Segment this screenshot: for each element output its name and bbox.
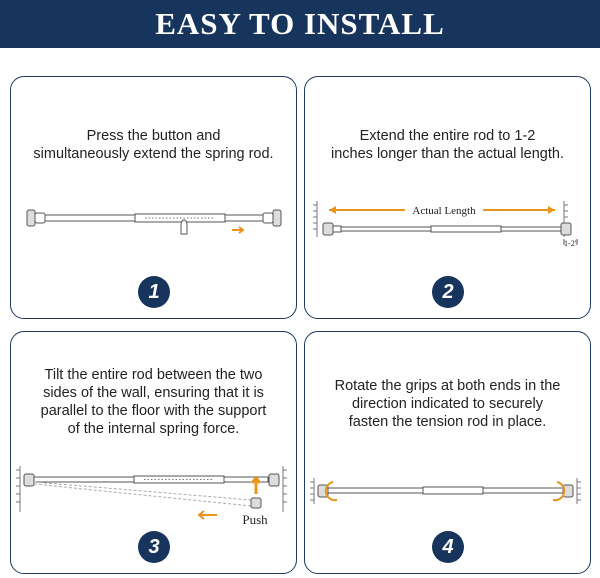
rod-tilt-illustration <box>11 460 298 530</box>
step-card-1 <box>10 76 297 319</box>
hand-icon <box>181 220 187 234</box>
step-card-4 <box>304 331 591 574</box>
arrow-left-icon <box>199 511 217 519</box>
step-1-instruction: Press the button and simultaneously extend the spring rod. <box>33 128 274 162</box>
step-number-badge: 4 <box>432 531 464 563</box>
step-card-3 <box>10 331 297 574</box>
rod-press-illustration <box>11 202 298 242</box>
step-2-instruction: Extend the entire rod to 1-2 inches longer than the actual length. <box>331 128 564 162</box>
step-3-instruction: Tilt the entire rod between the two sides of the wall, ensuring that it is parallel to the floor with the support of the internal spring force. <box>40 367 267 437</box>
push-label: Push <box>242 512 268 527</box>
step-number-badge: 1 <box>138 276 170 308</box>
arrow-right-icon <box>232 227 243 233</box>
page-title: EASY TO INSTALL <box>155 6 445 41</box>
rod-rotate-illustration <box>305 472 592 512</box>
step-number-badge: 2 <box>432 276 464 308</box>
rod-extend-illustration <box>305 195 592 255</box>
arrow-up-icon <box>252 478 260 494</box>
offset-label: 1-2" <box>564 239 578 248</box>
actual-length-label: Actual Length <box>412 205 476 217</box>
step-number-badge: 3 <box>138 531 170 563</box>
step-4-instruction: Rotate the grips at both ends in the direction indicated to securely fasten the tension rod in place. <box>334 378 561 430</box>
header-banner <box>0 0 600 48</box>
step-card-2 <box>304 76 591 319</box>
